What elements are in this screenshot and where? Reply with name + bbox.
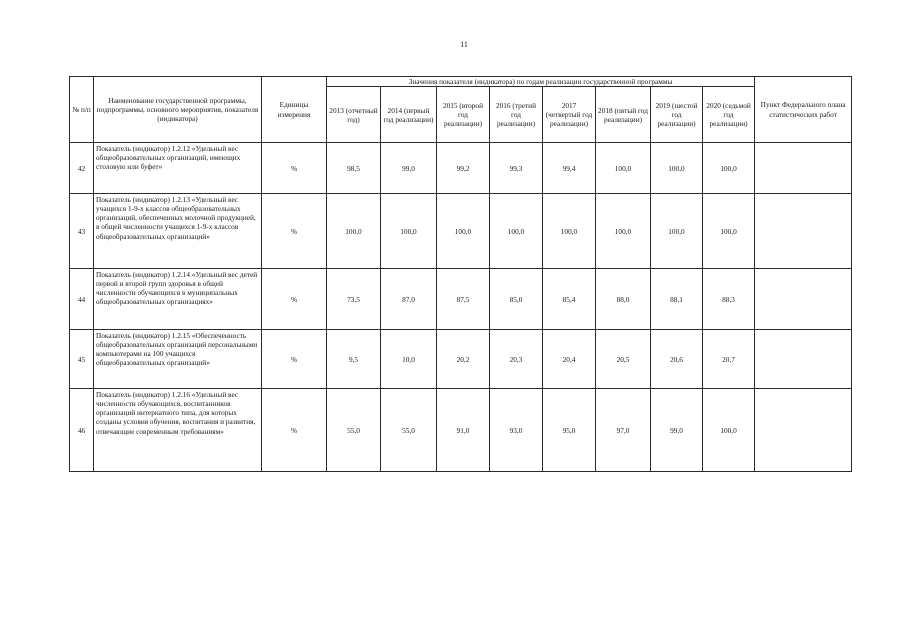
row-value: 20,2 [437, 330, 490, 389]
row-value: 88,1 [651, 269, 703, 330]
row-plan [755, 143, 852, 194]
header-year: 2013 (отчетный год) [327, 87, 381, 143]
table-row [70, 330, 852, 389]
header-plan: Пункт Федерального плана статистических работ [755, 77, 852, 143]
indicator-table [69, 76, 852, 472]
row-value: 85,4 [543, 269, 596, 330]
row-value: 100,0 [543, 194, 596, 269]
header-unit: Единицы измерения [262, 77, 327, 143]
row-value: 85,0 [490, 269, 543, 330]
header-year: 2018 (пятый год реализации) [596, 87, 651, 143]
header-year: 2016 (третий год реализации) [490, 87, 543, 143]
row-value: 99,2 [437, 143, 490, 194]
page-number: 11 [460, 40, 468, 49]
row-value: 95,0 [543, 389, 596, 472]
row-plan [755, 330, 852, 389]
table-row [70, 389, 852, 472]
row-name: Показатель (индикатор) 1.2.12 «Удельный вес общеобразовательных организаций, имеющих столовую или буфет» [94, 143, 262, 194]
row-value: 91,0 [437, 389, 490, 472]
row-value: 99,4 [543, 143, 596, 194]
row-num: 44 [70, 269, 94, 330]
row-value: 9,5 [327, 330, 381, 389]
row-name: Показатель (индикатор) 1.2.16 «Удельный вес численности обучающихся, воспитанников организаций интернатного типа, для которых созданы условия обучения, воспитания и развития, отвечающие современным требованиям» [94, 389, 262, 472]
row-name: Показатель (индикатор) 1.2.13 «Удельный вес учащихся 1-9-х классов общеобразовательных организаций, обеспеченных молочной продукцией, в общей численности учащихся 1-9-х классов общеобразовательных организаций» [94, 194, 262, 269]
row-plan [755, 194, 852, 269]
header-year: 2017 (четвертый год реализации) [543, 87, 596, 143]
row-value: 10,0 [381, 330, 437, 389]
row-value: 87,0 [381, 269, 437, 330]
header-year: 2015 (второй год реализации) [437, 87, 490, 143]
row-num: 42 [70, 143, 94, 194]
row-value: 100,0 [651, 194, 703, 269]
row-name: Показатель (индикатор) 1.2.15 «Обеспеченность общеобразовательных организаций персональными компьютерами на 100 учащихся общеобразовательных организаций» [94, 330, 262, 389]
row-num: 46 [70, 389, 94, 472]
row-value: 99,0 [381, 143, 437, 194]
header-num: № п/п [70, 77, 94, 143]
row-value: 100,0 [596, 143, 651, 194]
row-value: 100,0 [437, 194, 490, 269]
row-value: 97,0 [596, 389, 651, 472]
row-value: 100,0 [596, 194, 651, 269]
row-unit: % [262, 330, 327, 389]
header-year: 2014 (первый год реализации) [381, 87, 437, 143]
header-name: Наименование государственной программы, подпрограммы, основного мероприятия, показателя (индикатора) [94, 77, 262, 143]
row-unit: % [262, 389, 327, 472]
row-value: 99,3 [490, 143, 543, 194]
row-value: 88,0 [596, 269, 651, 330]
row-value: 98,5 [327, 143, 381, 194]
row-value: 20,4 [543, 330, 596, 389]
table-row [70, 194, 852, 269]
row-value: 100,0 [490, 194, 543, 269]
row-unit: % [262, 143, 327, 194]
row-plan [755, 389, 852, 472]
row-unit: % [262, 269, 327, 330]
row-name: Показатель (индикатор) 1.2.14 «Удельный вес детей первой и второй групп здоровья в общей численности обучающихся в муниципальных общеобразовательных организациях» [94, 269, 262, 330]
row-value: 20,7 [703, 330, 755, 389]
row-value: 55,0 [327, 389, 381, 472]
row-value: 100,0 [703, 389, 755, 472]
row-value: 88,3 [703, 269, 755, 330]
header-year: 2019 (шестой год реализации) [651, 87, 703, 143]
row-value: 100,0 [703, 194, 755, 269]
row-value: 87,5 [437, 269, 490, 330]
row-value: 100,0 [703, 143, 755, 194]
table-row [70, 269, 852, 330]
row-value: 20,5 [596, 330, 651, 389]
row-num: 43 [70, 194, 94, 269]
row-value: 100,0 [651, 143, 703, 194]
row-value: 55,0 [381, 389, 437, 472]
row-unit: % [262, 194, 327, 269]
row-value: 100,0 [381, 194, 437, 269]
header-years-group: Значения показателя (индикатора) по годам реализации государственной программы [327, 77, 755, 87]
row-value: 99,0 [651, 389, 703, 472]
row-value: 93,0 [490, 389, 543, 472]
header-year: 2020 (седьмой год реализации) [703, 87, 755, 143]
row-value: 20,6 [651, 330, 703, 389]
table-row [70, 143, 852, 194]
row-plan [755, 269, 852, 330]
row-num: 45 [70, 330, 94, 389]
row-value: 100,0 [327, 194, 381, 269]
row-value: 73,5 [327, 269, 381, 330]
row-value: 20,3 [490, 330, 543, 389]
